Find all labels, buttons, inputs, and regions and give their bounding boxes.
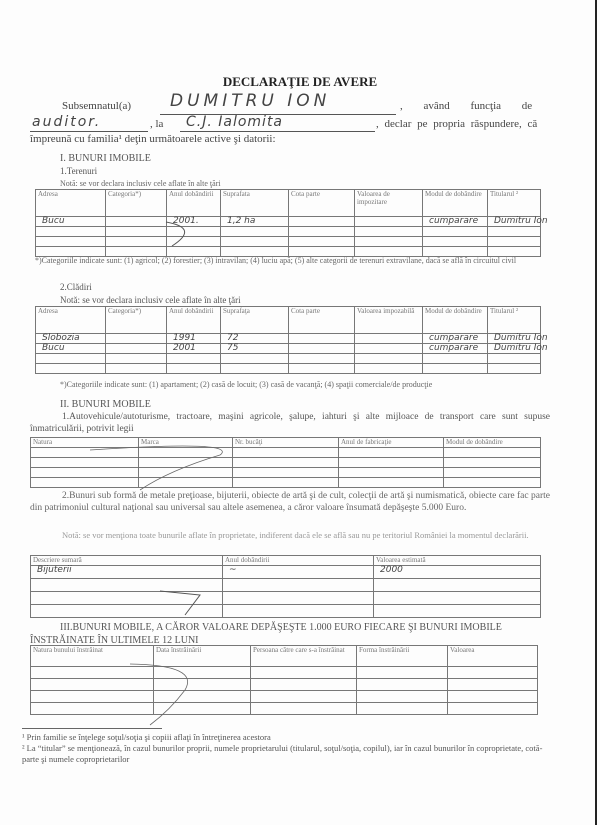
table-cell: Bucu xyxy=(36,217,106,227)
subsemnatul-label: Subsemnatul(a) xyxy=(62,100,132,112)
column-header: Natura bunului înstrăinat xyxy=(31,646,154,667)
column-header: Modul de dobândire xyxy=(444,438,541,448)
footnote-2: ² La “titular” se menţionează, în cazul bunurilor proprii, numele proprietarului (titularul, soţul/soţia, copilul), iar în cazul bunurilor în coproprietate, cotă-parte şi numele coproprietarilor xyxy=(22,743,543,764)
strike-auto xyxy=(90,446,222,490)
column-header: Cota parte xyxy=(289,307,355,334)
strike-terenuri xyxy=(166,222,185,246)
column-header: Cota parte xyxy=(289,190,355,217)
column-header: Nr. bucăţi xyxy=(233,438,339,448)
table-cell: 75 xyxy=(221,344,289,354)
column-header: Valoarea xyxy=(448,646,538,667)
terenuri-note: Notă: se vor declara inclusiv cele aflate în alte ţări xyxy=(60,179,221,188)
table-cell: Dumitru Ion xyxy=(488,344,541,354)
table-cell: 1991 xyxy=(167,334,221,344)
column-header: Categoria*) xyxy=(106,190,167,217)
table-cell: 1,2 ha xyxy=(221,217,289,227)
column-header: Modul de dobândire xyxy=(423,307,488,334)
column-header: Titularul ² xyxy=(488,307,541,334)
column-header: Valoarea de impozitare xyxy=(355,190,423,217)
column-header: Valoarea estimată xyxy=(374,556,541,566)
intro-line3: împreună cu familia¹ deţin următoarele active şi datorii: xyxy=(30,133,276,145)
function-label: , având funcţia de xyxy=(400,100,533,112)
table-cell: Bijuterii xyxy=(31,566,223,579)
table-cell: cumparare xyxy=(423,217,488,227)
terenuri-footnote: *)Categoriile indicate sunt: (1) agricol; (2) forestier; (3) intravilan; (4) luciu apă; (5) alte categorii de terenuri extravilane, dacă se află în circuitul civil xyxy=(35,256,517,265)
column-header: Anul de fabricaţie xyxy=(339,438,444,448)
section1-heading: I. BUNURI IMOBILE xyxy=(60,153,151,164)
valuables-text: 2.Bunuri sub formă de metale preţioase, bijuterii, obiecte de artă şi de cult, colecţii de artă şi numismatică, obiecte care fac parte din patrimoniul cultural naţional sau universal sau altele asemenea, a căror valoare însumată depăşeşte 5.000 Euro. xyxy=(30,491,550,513)
table-cell: Slobozia xyxy=(36,334,106,344)
column-header: Modul de dobândire xyxy=(423,190,488,217)
cladiri-note: Notă: se vor declara inclusiv cele aflate în alte ţări xyxy=(60,295,241,305)
column-header: Suprafaţa xyxy=(221,307,289,334)
terenuri-title: 1.Terenuri xyxy=(60,166,98,176)
column-header: Anul dobândirii xyxy=(223,556,374,566)
cladiri-title: 2.Clădiri xyxy=(60,282,92,292)
function-value: auditor. xyxy=(32,114,102,130)
institution-value: C.J. Ialomita xyxy=(186,114,284,130)
column-header: Adresa xyxy=(36,307,106,334)
column-header: Natura xyxy=(31,438,139,448)
declar-text: , declar pe propria răspundere, că xyxy=(376,118,538,130)
table-cell: 72 xyxy=(221,334,289,344)
column-header: Persoana către care s-a înstrăinat xyxy=(251,646,357,667)
strike-instrainate xyxy=(130,664,188,725)
table-cell: cumparare xyxy=(423,344,488,354)
table-cell: ~ xyxy=(223,566,374,579)
column-header: Valoarea impozabilă xyxy=(355,307,423,334)
column-header: Suprafata xyxy=(221,190,289,217)
footnote-1: ¹ Prin familie se înţelege soţul/soţia şi copiii aflaţi în întreţinerea acestora xyxy=(22,732,271,742)
cladiri-footnote: *)Categoriile indicate sunt: (1) apartament; (2) casă de locuit; (3) casă de vacanţă; (4) spaţii comerciale/de producţie xyxy=(60,380,433,389)
declarant-name: DUMITRU ION xyxy=(170,91,331,111)
column-header: Anul dobândirii xyxy=(167,307,221,334)
table-cell: Dumitru Ion xyxy=(488,334,541,344)
column-header: Categoria*) xyxy=(106,307,167,334)
table-cell: 2001 xyxy=(167,344,221,354)
table-cell: 2001. xyxy=(167,217,221,227)
auto-text: 1.Autovehicule/autoturisme, tractoare, maşini agricole, şalupe, iahturi şi alte mijloace de transport care sunt supuse înmatriculării, potrivit legii xyxy=(30,412,550,434)
section2-heading: II. BUNURI MOBILE xyxy=(60,399,151,410)
column-header: Titularul ² xyxy=(488,190,541,217)
valuables-note: Notă: se vor menţiona toate bunurile aflate în proprietate, indiferent dacă ele se află sau nu pe teritoriul României la momentul declarării. xyxy=(62,530,529,540)
column-header: Data înstrăinării xyxy=(154,646,251,667)
strike-valuables xyxy=(160,591,200,615)
la-label: , la xyxy=(150,118,164,130)
column-header: Forma înstrăinării xyxy=(357,646,448,667)
table-cell: Bucu xyxy=(36,344,106,354)
column-header: Marca xyxy=(139,438,233,448)
column-header: Descriere sumară xyxy=(31,556,223,566)
page-title: DECLARAŢIE DE AVERE xyxy=(222,74,378,89)
column-header: Adresa xyxy=(36,190,106,217)
section3-heading: III.BUNURI MOBILE, A CĂROR VALOARE DEPĂŞEŞTE 1.000 EURO FIECARE ŞI BUNURI IMOBILE ÎNSTRĂINATE ÎN ULTIMELE 12 LUNI xyxy=(30,622,502,646)
table-cell: 2000 xyxy=(374,566,541,579)
table-cell: cumparare xyxy=(423,334,488,344)
column-header: Anul dobândirii xyxy=(167,190,221,217)
table-cell: Dumitru Ion xyxy=(488,217,541,227)
